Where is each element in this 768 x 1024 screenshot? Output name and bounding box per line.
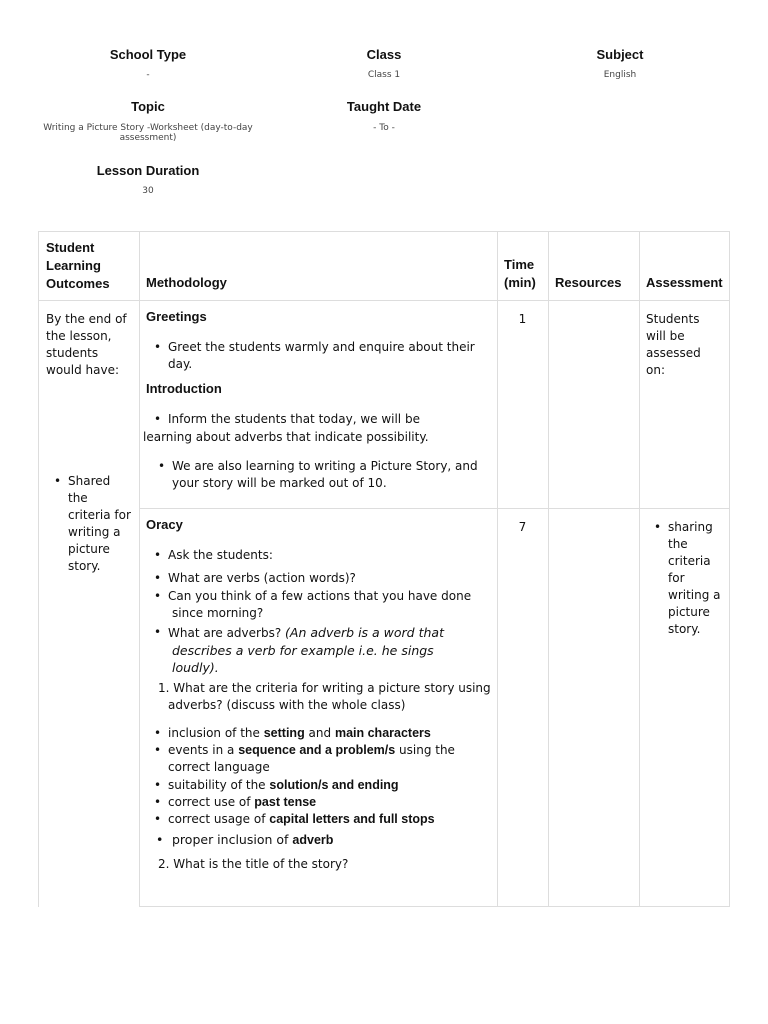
- bullet-icon: •: [154, 340, 162, 354]
- row2-time: 7: [518, 520, 527, 534]
- header-methodology: Methodology: [146, 275, 227, 290]
- col-border-left: [38, 231, 39, 907]
- outcomes-bullet: • Shared the criteria for writing a picture story.: [54, 474, 131, 573]
- criteria-past-tense: • correct use of past tense: [154, 795, 317, 809]
- bullet-icon: •: [154, 571, 162, 585]
- row1-assessment: Students will be assessed on:: [646, 312, 701, 377]
- bullet-icon: •: [154, 412, 162, 426]
- col-border-1: [139, 231, 140, 907]
- bullet-icon: •: [158, 459, 166, 473]
- row1-time: 1: [518, 312, 527, 326]
- topic-label: Topic: [131, 99, 165, 114]
- col-border-right: [729, 231, 730, 907]
- bullet-icon: •: [154, 625, 162, 639]
- taught-date-label: Taught Date: [346, 99, 422, 114]
- table-bottom-border: [139, 906, 730, 907]
- bullet-icon: •: [154, 743, 162, 757]
- subject-label: Subject: [596, 47, 644, 62]
- lesson-duration-value: 30: [142, 186, 154, 196]
- col-border-4: [639, 231, 640, 907]
- question-actions: • Can you think of a few actions that you have done since morning?: [154, 589, 472, 620]
- criteria-setting: • inclusion of the setting and main characters: [154, 726, 431, 740]
- question-verbs: • What are verbs (action words)?: [154, 571, 356, 585]
- numbered-question-1: 1. What are the criteria for writing a picture story using adverbs? (discuss with the whole class): [158, 681, 491, 712]
- col-border-2: [497, 231, 498, 907]
- header-bottom-border: [38, 300, 730, 301]
- lesson-duration-label: Lesson Duration: [96, 163, 200, 178]
- row1-bottom-border: [139, 508, 730, 509]
- school-type-label: School Type: [109, 47, 187, 62]
- table-top-border: [38, 231, 730, 232]
- criteria-sequence: • events in a sequence and a problem/s using the correct language: [154, 743, 455, 774]
- header-resources: Resources: [555, 275, 622, 290]
- row2-assessment-bullet: • sharing the criteria for writing a picture story.: [654, 520, 721, 636]
- bullet-icon: •: [154, 548, 162, 562]
- bullet-icon: •: [654, 520, 662, 534]
- intro-bullet-1-line2: learning about adverbs that indicate possibility.: [143, 430, 429, 444]
- oracy-heading: Oracy: [146, 517, 183, 532]
- col-border-3: [548, 231, 549, 907]
- header-assessment: Assessment: [646, 275, 723, 290]
- criteria-solution: • suitability of the solution/s and ending: [154, 778, 399, 792]
- topic-value-line2: assessment): [119, 133, 177, 143]
- subject-value: English: [603, 70, 637, 80]
- intro-bullet-1: • Inform the students that today, we will be: [154, 412, 420, 426]
- school-type-value: -: [146, 70, 150, 80]
- bullet-icon: •: [154, 812, 162, 826]
- introduction-heading: Introduction: [146, 381, 222, 396]
- class-label: Class: [366, 47, 402, 62]
- question-adverbs: • What are adverbs? (An adverb is a word that describes a verb for example i.e. he sings loudly).: [154, 625, 444, 675]
- header-time: Time (min): [504, 257, 536, 290]
- bullet-icon: •: [156, 832, 164, 847]
- bullet-icon: •: [154, 726, 162, 740]
- ask-bullet: • Ask the students:: [154, 548, 273, 562]
- numbered-question-2: 2. What is the title of the story?: [158, 857, 349, 871]
- class-value: Class 1: [367, 70, 401, 80]
- taught-date-value: - To -: [373, 123, 395, 133]
- greetings-bullet: • Greet the students warmly and enquire about their day.: [154, 340, 475, 371]
- header-outcomes: Student Learning Outcomes: [46, 240, 110, 291]
- bullet-icon: •: [154, 795, 162, 809]
- bullet-icon: •: [154, 778, 162, 792]
- bullet-icon: •: [154, 589, 162, 603]
- criteria-capitals: • correct usage of capital letters and full stops: [154, 812, 435, 826]
- criteria-adverb: • proper inclusion of adverb: [156, 832, 334, 847]
- topic-value-line1: Writing a Picture Story -Worksheet (day-to-day: [43, 123, 253, 133]
- bullet-icon: •: [54, 474, 62, 488]
- outcomes-intro: By the end of the lesson, students would have:: [46, 312, 127, 377]
- intro-bullet-2: • We are also learning to writing a Picture Story, and your story will be marked out of 10.: [158, 459, 478, 490]
- greetings-heading: Greetings: [146, 309, 207, 324]
